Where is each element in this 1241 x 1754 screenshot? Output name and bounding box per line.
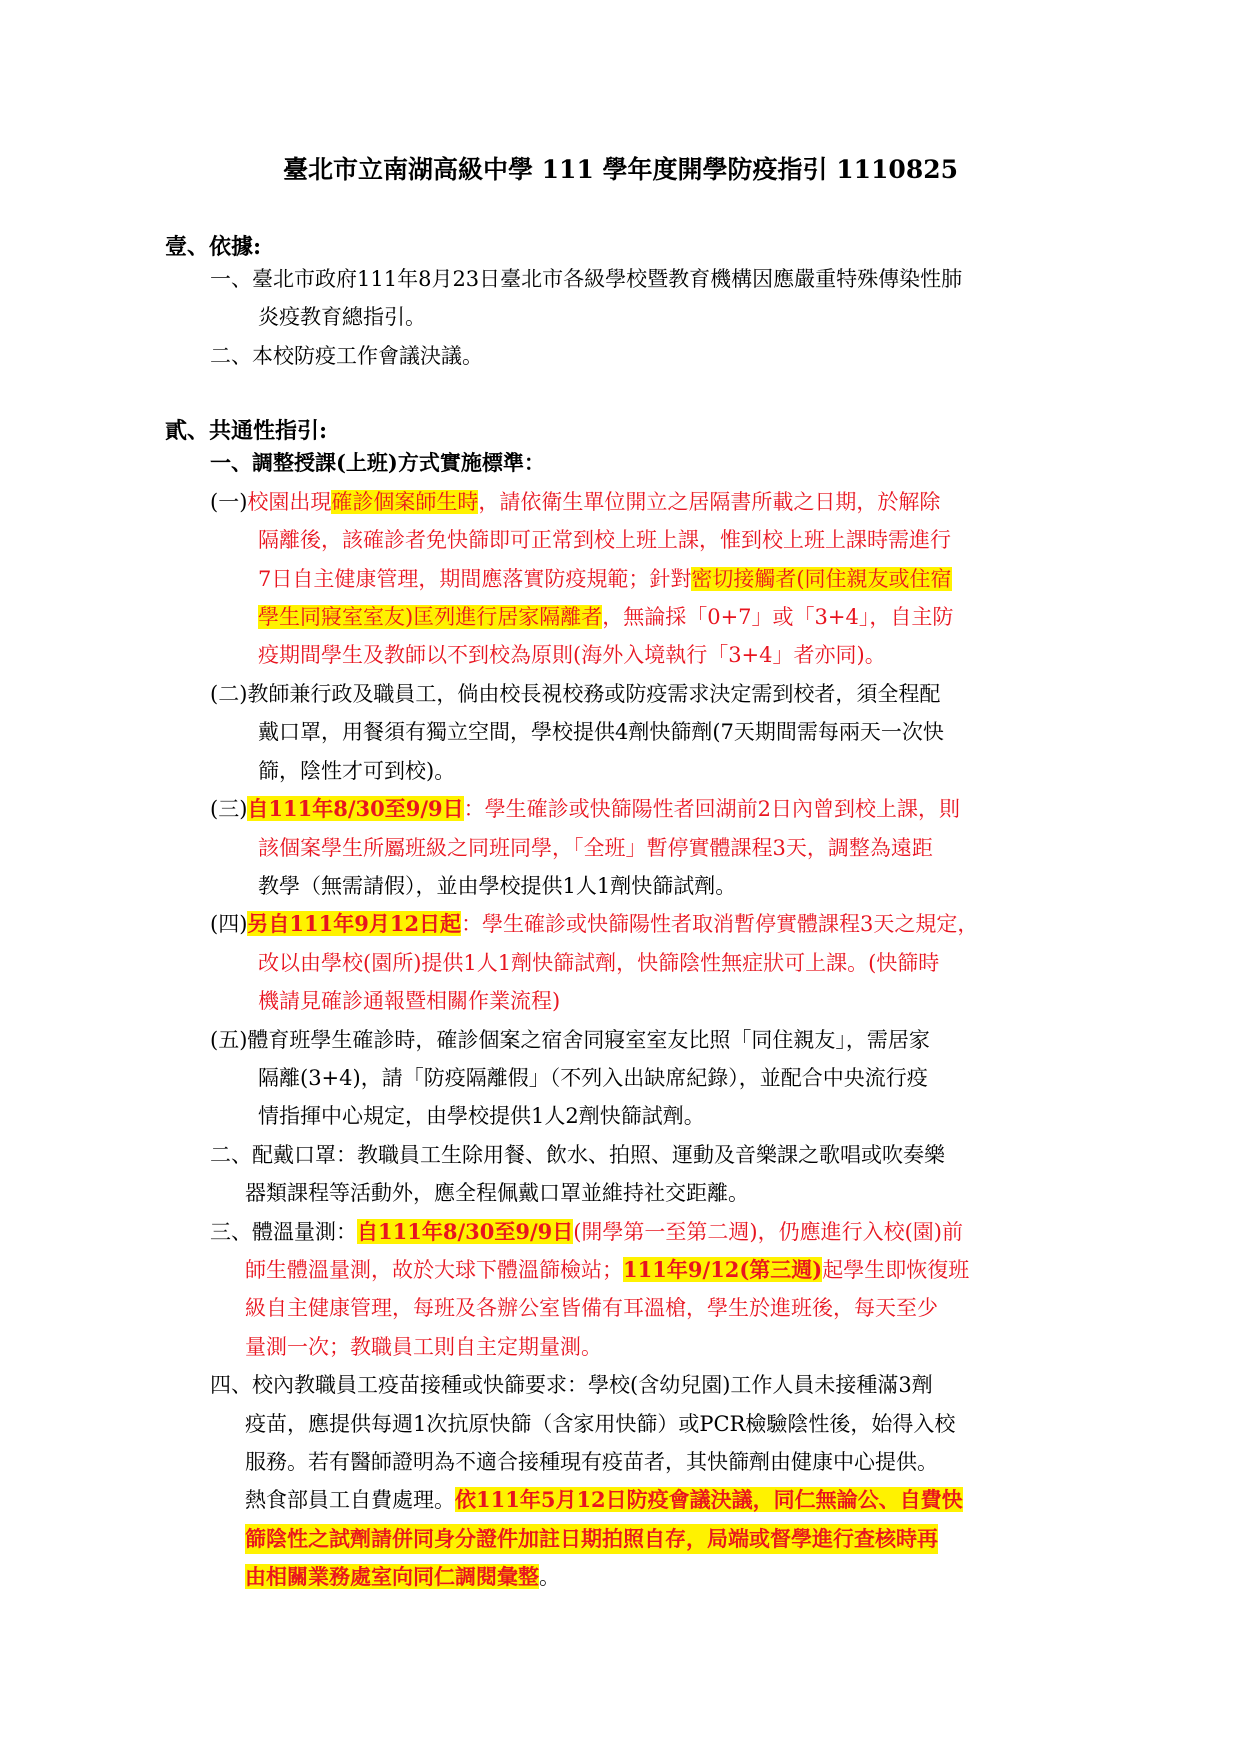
sub-4-text-f2: 。 [539,1565,560,1589]
basis-item-1-line-2: 炎疫教育總指引。 [258,305,426,329]
sub-1-heading: 一、調整授課(上班)方式實施標準： [210,450,545,475]
p1-number: (一) [210,490,248,514]
p2-line-1 [210,679,940,709]
sub-4-line-2: 疫苗，應提供每週1次抗原快篩（含家用快篩）或PCR檢驗陰性後，始得入校 [245,1412,956,1436]
document-title: 臺北市立南湖高級中學 111 學年度開學防疫指引 1110825 [282,155,959,184]
sub-3-text-b3: 起學生即恢復班 [822,1258,970,1282]
sub-2-line-2: 器類課程等活動外，應全程佩戴口罩並維持社交距離。 [245,1181,749,1205]
p5-line-3: 情指揮中心規定，由學校提供1人2劑快篩試劑。 [258,1104,705,1128]
sub-4-highlight-review: 由相關業務處室向同仁調閱彙整 [245,1564,539,1589]
p5-line-1 [210,1025,930,1055]
p1-highlight-close-contacts: 密切接觸者(同住親友或住宿 [691,567,952,591]
sub-4-line-3: 服務。若有醫師證明為不適合接種現有疫苗者，其快篩劑由健康中心提供。 [245,1450,938,1474]
p1-text-d2: ，無論採「0+7」或「3+4」，自主防 [602,605,954,629]
p3-line-3: 教學（無需請假），並由學校提供1人1劑快篩試劑。 [258,874,737,898]
p1-line-5: 疫期間學生及教師以不到校為原則(海外入境執行「3+4」者亦同)。 [258,643,886,667]
section-2-heading: 貳、共通性指引: [165,418,328,444]
p1-highlight-roommates: 學生同寢室室友)匡列進行居家隔離者 [258,605,603,629]
p4-line-2: 改以由學校(園所)提供1人1劑快篩試劑，快篩陰性無症狀可上課。(快篩時 [258,951,940,975]
p3-line-2: 該個案學生所屬班級之同班同學，「全班」暫停實體課程3天，調整為遠距 [258,836,933,860]
p1-text-a1: 校園出現 [247,490,332,514]
sub-4-text-d1: 熱食部員工自費處理。 [245,1488,455,1512]
p1-text-c1: 7日自主健康管理，期間應落實防疫規範；針對 [258,567,692,591]
p4-text-a2: ：學生確診或快篩陽性者取消暫停實體課程3天之規定， [461,912,979,936]
p5-number: (五) [210,1028,248,1052]
p1-line-3 [258,564,952,594]
sub-3-line-2 [245,1255,969,1285]
p1-line-1 [210,487,940,517]
sub-3-line-3: 級自主健康管理，每班及各辦公室皆備有耳溫槍，學生於進班後，每天至少 [245,1296,938,1320]
p4-line-1 [210,909,978,939]
sub-4-line-6 [245,1562,560,1592]
p5-line-2: 隔離(3+4)，請「防疫隔離假」（不列入出缺席紀錄），並配合中央流行疫 [258,1066,928,1090]
basis-item-2: 二、本校防疫工作會議決議。 [210,344,483,368]
p3-line-1 [210,794,960,824]
p4-highlight-date: 另自111年9月12日起 [247,911,462,936]
p2-line-3: 篩，陰性才可到校)。 [258,759,456,783]
sub-3-line-1 [210,1217,963,1247]
p1-line-4 [258,602,953,632]
sub-2-line-1: 二、配戴口罩：教職員工生除用餐、飲水、拍照、運動及音樂課之歌唱或吹奏樂 [210,1143,945,1167]
sub-4-line-1: 四、校內教職員工疫苗接種或快篩要求：學校(含幼兒園)工作人員未接種滿3劑 [210,1373,933,1397]
sub-3-text-a1: 三、體溫量測： [210,1220,357,1244]
sub-3-text-b1: 師生體溫量測，故於大球下體溫篩檢站； [245,1258,623,1282]
p5-text-a: 體育班學生確診時，確診個案之宿舍同寢室室友比照「同住親友」，需居家 [247,1028,930,1052]
sub-3-highlight-week3: 111年9/12(第三週) [623,1257,823,1282]
p2-line-2: 戴口罩，用餐須有獨立空間，學校提供4劑快篩劑(7天期間需每兩天一次快 [258,720,944,744]
basis-item-1-line-1: 一、臺北市政府111年8月23日臺北市各級學校暨教育機構因應嚴重特殊傳染性肺 [210,267,963,291]
p2-text-a: 教師兼行政及職員工，倘由校長視校務或防疫需求決定需到校者，須全程配 [247,682,941,706]
sub-4-line-5: 篩陰性之試劑請併同身分證件加註日期拍照自存，局端或督學進行查核時再 [245,1524,938,1554]
sub-4-line-4 [245,1485,963,1515]
p4-number: (四) [210,912,248,936]
section-1-heading: 壹、依據: [165,234,262,260]
sub-4-highlight-resolution: 依111年5月12日防疫會議決議，同仁無論公、自費快 [455,1487,963,1512]
p4-line-3: 機請見確診通報暨相關作業流程) [258,989,561,1013]
p1-highlight-confirmed-cases: 確診個案師生時 [331,490,479,514]
sub-3-line-4: 量測一次；教職員工則自主定期量測。 [245,1335,602,1359]
p1-line-2: 隔離後，該確診者免快篩即可正常到校上班上課，惟到校上班上課時需進行 [258,528,951,552]
p1-text-a3: ，請依衛生單位開立之居隔書所載之日期，於解除 [478,490,941,514]
sub-3-highlight-dates: 自111年8/30至9/9日 [357,1219,574,1244]
p3-text-a2: ：學生確診或快篩陽性者回湖前2日內曾到校上課，則 [463,797,960,821]
p3-number: (三) [210,797,248,821]
sub-3-text-a3: (開學第一至第二週)，仍應進行入校(園)前 [573,1220,964,1244]
p2-number: (二) [210,682,248,706]
p3-highlight-dates: 自111年8/30至9/9日 [247,796,464,821]
